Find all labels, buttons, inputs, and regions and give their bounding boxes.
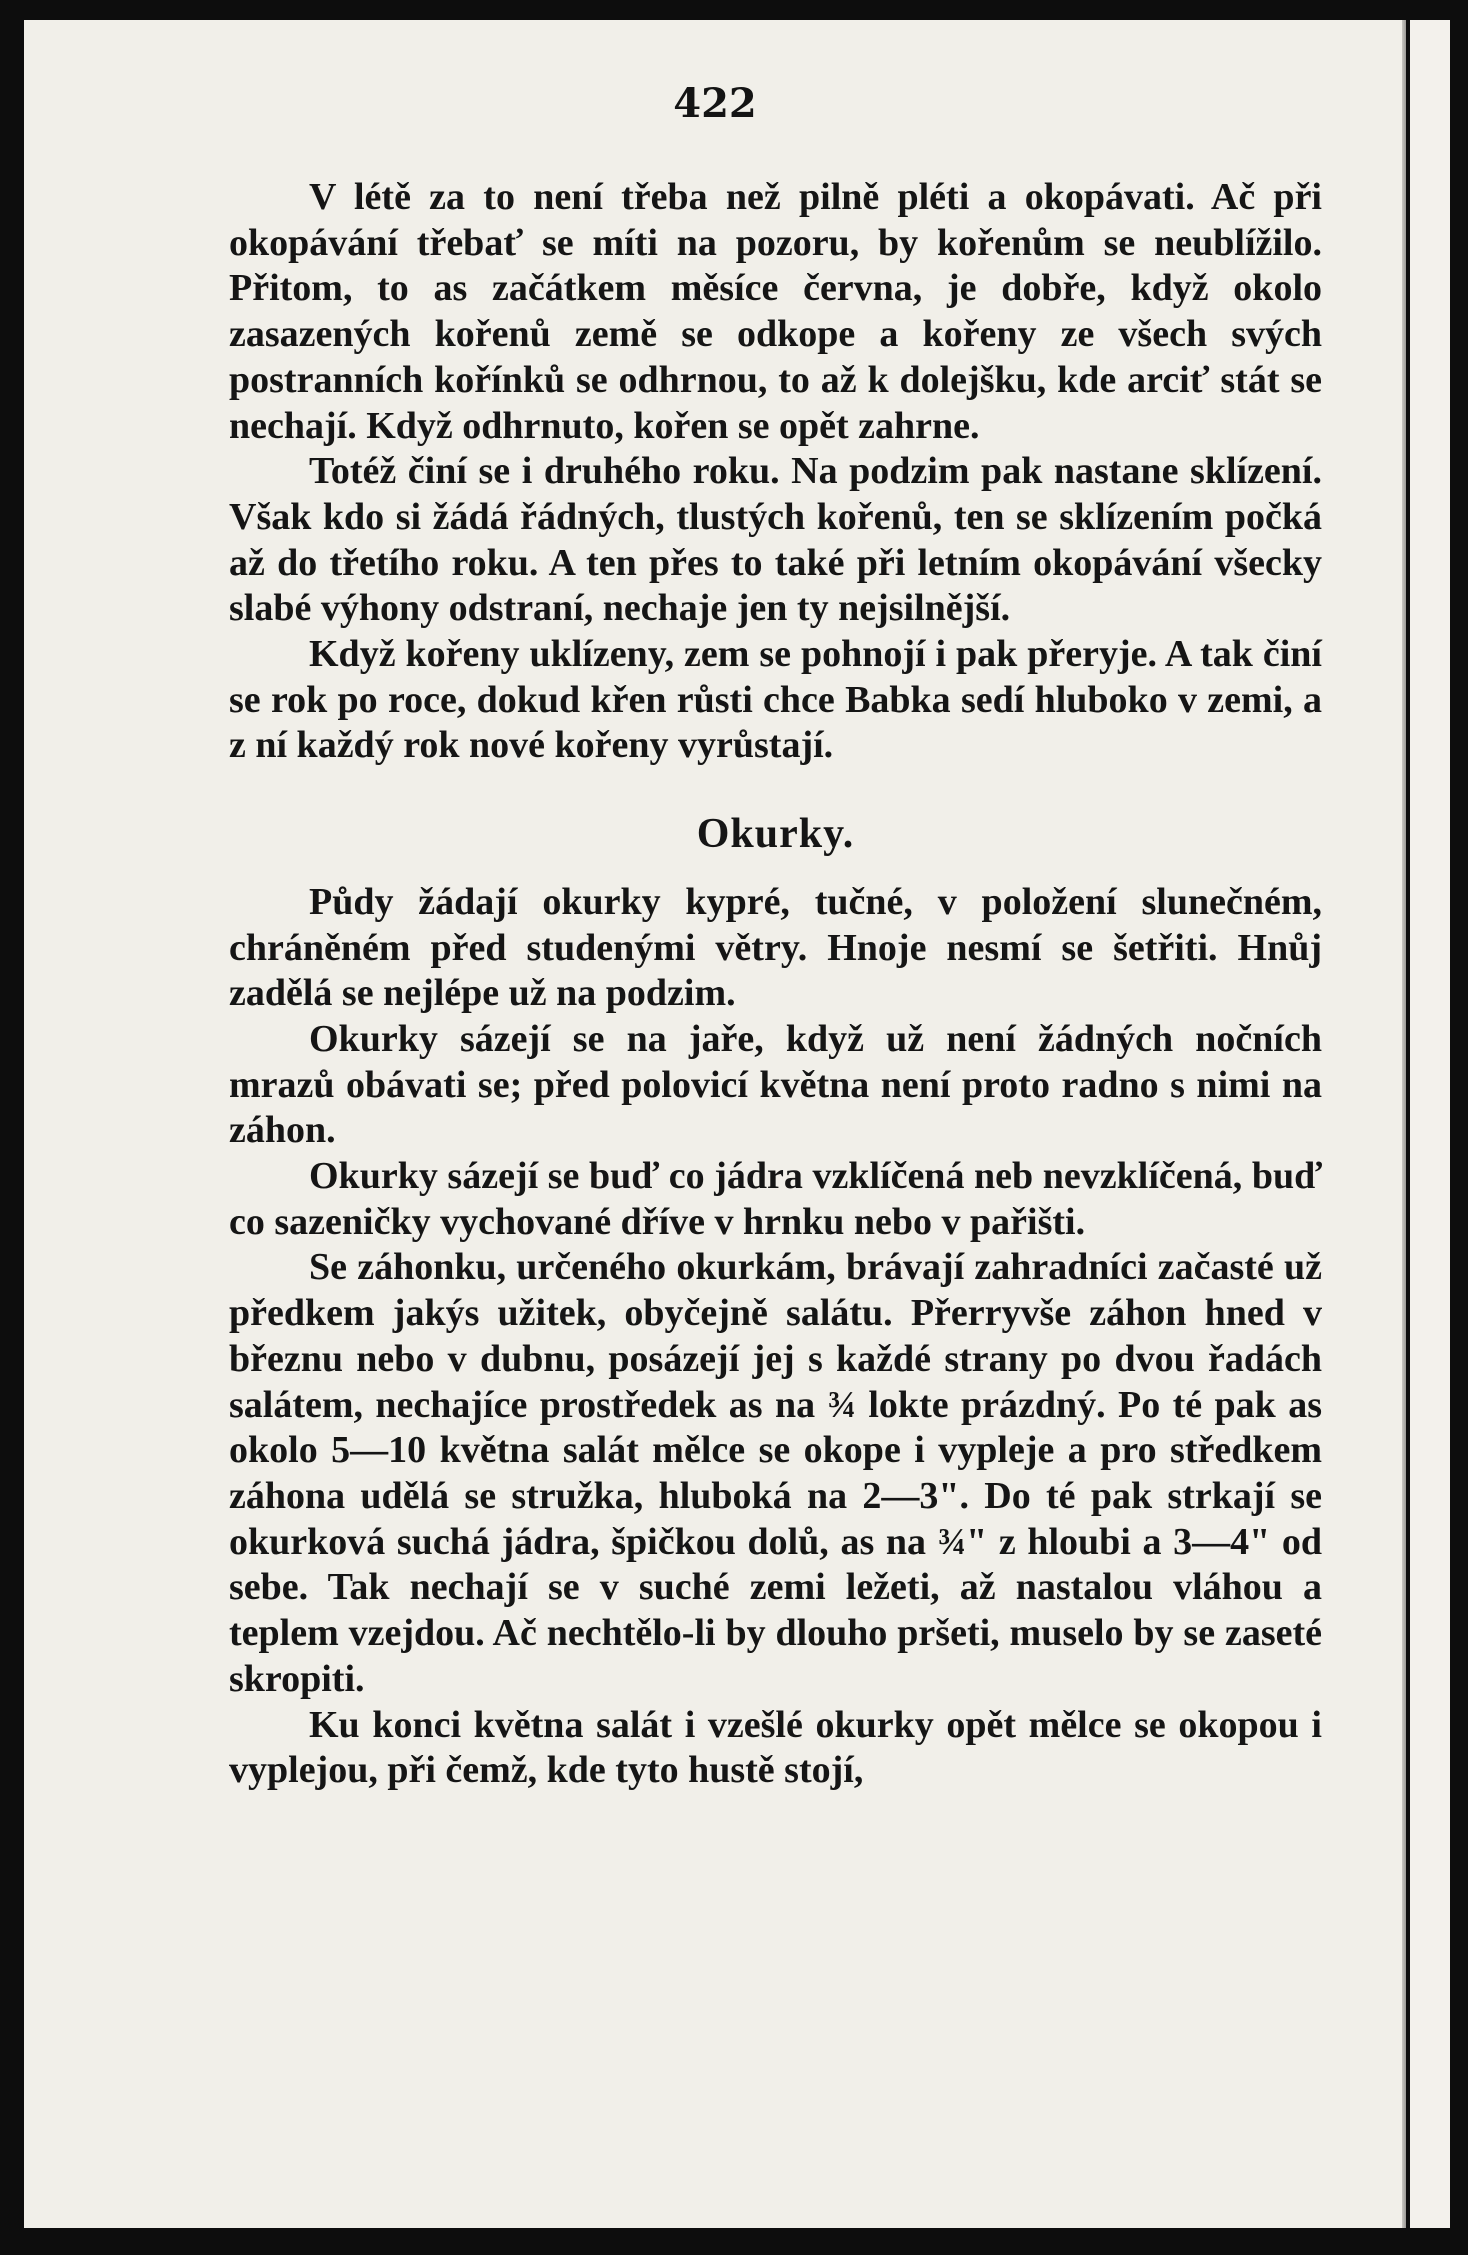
adjacent-page-edge [1410, 20, 1450, 2228]
page-body [229, 175, 1322, 1794]
paragraph: Se záhonku, určeného okurkám, brávají zahradníci začasté už předkem jakýs užitek, obyčejně salátu. Přerryvše záhon hned v březnu nebo v dubnu, posázejí jej s každé strany po dvou řadách salátem, nechajíce prostředek as na ¾ lokte prázdný. Po té pak as okolo 5—10 května salát mělce se okope i vypleje a pro středkem záhona udělá se stružka, hluboká na 2—3". Do té pak strkají se okurková suchá jádra, špičkou dolů, as na ¾" z hloubi a 3—4" od sebe. Tak nechají se v suché zemi ležeti, až nastalou vláhou a teplem vzejdou. Ač nechtělo-li by dlouho pršeti, muselo by se zaseté skropiti. [229, 1246, 1322, 1700]
paragraph: Totéž činí se i druhého roku. Na podzim pak nastane sklízení. Však kdo si žádá řádných, tlustých kořenů, ten se sklízením počká až do třetího roku. A ten přes to také při letním okopávání všecky slabé výhony odstraní, nechaje jen ty nejsilnější. [229, 450, 1322, 630]
page-edge-shadow [1402, 20, 1406, 2228]
page-number: 422 [673, 80, 757, 127]
paragraph: V létě za to není třeba než pilně pléti a okopávati. Ač při okopávání třebať se míti na pozoru, by kořenům se neublížilo. Přitom, to as začátkem měsíce června, je dobře, když okolo zasazených kořenů země se odkope a kořeny ze všech svých postranních kořínků se odhrnou, to až k dolejšku, kde arciť stát se nechají. Když odhrnuto, kořen se opět zahrne. [229, 176, 1322, 447]
paragraph: Okurky sázejí se buď co jádra vzklíčená neb nevzklíčená, buď co sazeničky vychované dříve v hrnku nebo v pařišti. [229, 1155, 1322, 1243]
paragraph: Okurky sázejí se na jaře, když už není žádných nočních mrazů obávati se; před polovicí května není proto radno s nimi na záhon. [229, 1017, 1322, 1152]
paragraph: Půdy žádají okurky kypré, tučné, v položení slunečném, chráněném před studenými větry. Hnoje nesmí se šetřiti. Hnůj zadělá se nejlépe už na podzim. [229, 880, 1322, 1015]
paragraph: Když kořeny uklízeny, zem se pohnojí i pak přeryje. A tak činí se rok po roce, dokud křen růsti chce Babka sedí hluboko v zemi, a z ní každý rok nové kořeny vyrůstají. [229, 633, 1322, 767]
book-page [24, 20, 1406, 2228]
section-heading: Okurky. [696, 811, 855, 858]
paragraph: Ku konci května salát i vzešlé okurky opět mělce se okopou i vyplejou, při čemž, kde tyto hustě stojí, [229, 1703, 1322, 1792]
